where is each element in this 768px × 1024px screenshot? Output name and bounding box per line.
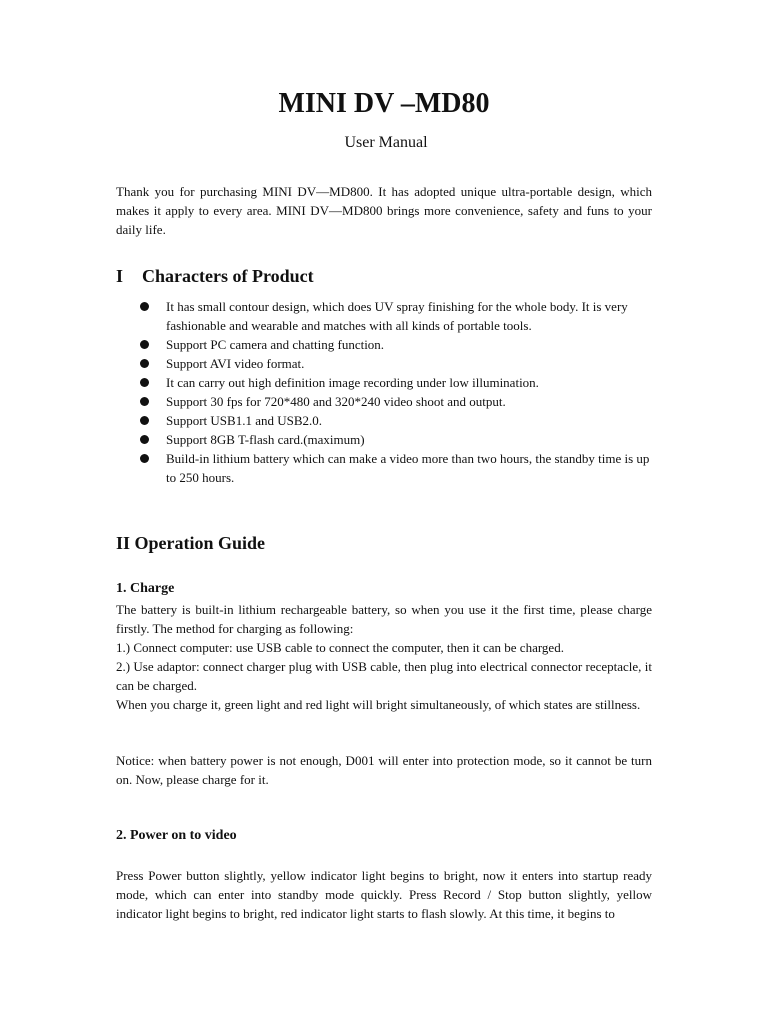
- document-title: MINI DV –MD80: [278, 88, 490, 119]
- list-item: It has small contour design, which does UV spray finishing for the whole body. It is very fashionable and wearable and matches with all kinds of portable tools.: [138, 297, 652, 335]
- charge-step-2: 2.) Use adaptor: connect charger plug with USB cable, then plug into electrical connector receptacle, it can be charged.: [116, 659, 652, 693]
- section-heading-characters: [116, 266, 314, 287]
- charge-step-1: 1.) Connect computer: use USB cable to connect the computer, then it can be charged.: [116, 640, 564, 655]
- notice-paragraph: Notice: when battery power is not enough, D001 will enter into protection mode, so it cannot be turn on. Now, please charge for it.: [116, 753, 652, 787]
- list-item: Support AVI video format.: [138, 354, 652, 373]
- list-item: It can carry out high definition image recording under low illumination.: [138, 373, 652, 392]
- section-number: I: [116, 266, 124, 286]
- subheading-power: 2. Power on to video: [116, 828, 237, 843]
- charge-text: [116, 600, 652, 714]
- list-item: Support PC camera and chatting function.: [138, 335, 652, 354]
- list-item: Support 8GB T-flash card.(maximum): [138, 430, 652, 449]
- charge-paragraph: The battery is built-in lithium rechargeable battery, so when you use it the first time, please charge firstly. The method for charging as following:: [116, 602, 652, 636]
- section-heading-operation: II Operation Guide: [116, 533, 266, 553]
- section-title: Characters of Product: [142, 266, 314, 286]
- intro-paragraph: Thank you for purchasing MINI DV—MD800. It has adopted unique ultra-portable design, which makes it apply to every area. MINI DV—MD800 brings more convenience, safety and funs to your daily life.: [116, 184, 652, 237]
- subheading-charge: 1. Charge: [116, 581, 175, 596]
- list-item: Build-in lithium battery which can make a video more than two hours, the standby time is up to 250 hours.: [138, 449, 652, 487]
- list-item: Support USB1.1 and USB2.0.: [138, 411, 652, 430]
- features-list: [138, 297, 652, 487]
- power-paragraph: Press Power button slightly, yellow indicator light begins to bright, now it enters into startup ready mode, which can enter into standby mode quickly. Press Record / Stop button slightly, yellow indicator light begins to bright, red indicator light starts to flash slowly. At this time, it begins to: [116, 868, 652, 921]
- list-item: Support 30 fps for 720*480 and 320*240 video shoot and output.: [138, 392, 652, 411]
- document-subtitle: User Manual: [344, 134, 428, 151]
- charge-lights: When you charge it, green light and red light will bright simultaneously, of which states are stillness.: [116, 697, 641, 712]
